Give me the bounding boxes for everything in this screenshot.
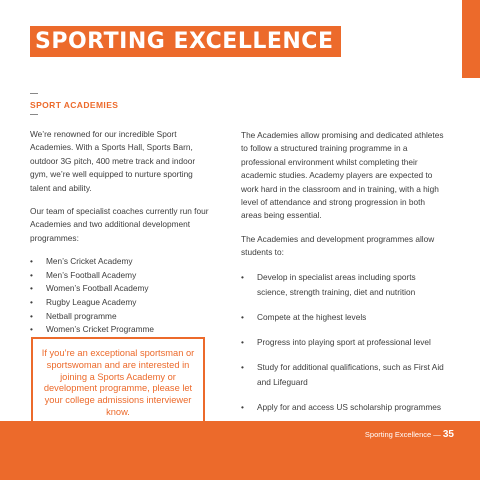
footer-separator: — (431, 430, 443, 439)
page-title: SPORTING EXCELLENCE (30, 26, 341, 57)
list-item: • Netball programme (30, 310, 214, 323)
list-item: • Study for additional qualifications, such as First Aid and Lifeguard (241, 360, 446, 390)
benefits-list (241, 270, 446, 415)
coaches-paragraph: Our team of specialist coaches currently run four Academies and two additional development programmes: (30, 206, 209, 243)
list-item: • Compete at the highest levels (241, 310, 446, 325)
intro-paragraph: We’re renowned for our incredible Sport Academies. With a Sports Hall, Sports Barn, outdoor 3G pitch, 400 metre track and indoor gym, we’re well equipped to nurture sporting talent and ability. (30, 129, 196, 193)
callout-text: If you’re an exceptional sportsman or sportswoman and are interested in joining a Sports Academy or development programme, please let your college admissions interviewer know. (41, 348, 195, 417)
benefits-intro: The Academies and development programmes allow students to: (241, 233, 435, 258)
list-item: • Apply for and access US scholarship programmes (241, 400, 446, 415)
list-item: • Rugby League Academy (30, 296, 214, 309)
heading-rule-top (30, 93, 38, 94)
academies-list (30, 255, 214, 336)
academies-paragraph: The Academies allow promising and dedicated athletes to follow a structured training programme in a professional environment whilst completing their academic studies. Academy players are expected to work hard in the classroom and in training, with a high level of attendance and strong progression in both areas being essential. (241, 130, 444, 221)
heading-rule-bottom (30, 114, 38, 115)
list-item: • Develop in specialist areas including sports science, strength training, diet and nutrition (241, 270, 446, 300)
list-item: • Women’s Football Academy (30, 282, 214, 295)
callout-box (31, 337, 205, 429)
left-column (30, 128, 214, 337)
page-edge-tab (462, 0, 480, 78)
footer-page-label (365, 429, 454, 440)
section-heading: SPORT ACADEMIES (30, 100, 119, 110)
page-number: 35 (442, 429, 454, 440)
list-item: • Progress into playing sport at professional level (241, 335, 446, 350)
list-item: • Men’s Cricket Academy (30, 255, 214, 268)
list-item: • Men’s Football Academy (30, 269, 214, 282)
right-column (241, 129, 446, 425)
list-item: • Women’s Cricket Programme (30, 323, 214, 336)
footer-section-label: Sporting Excellence (364, 430, 432, 439)
